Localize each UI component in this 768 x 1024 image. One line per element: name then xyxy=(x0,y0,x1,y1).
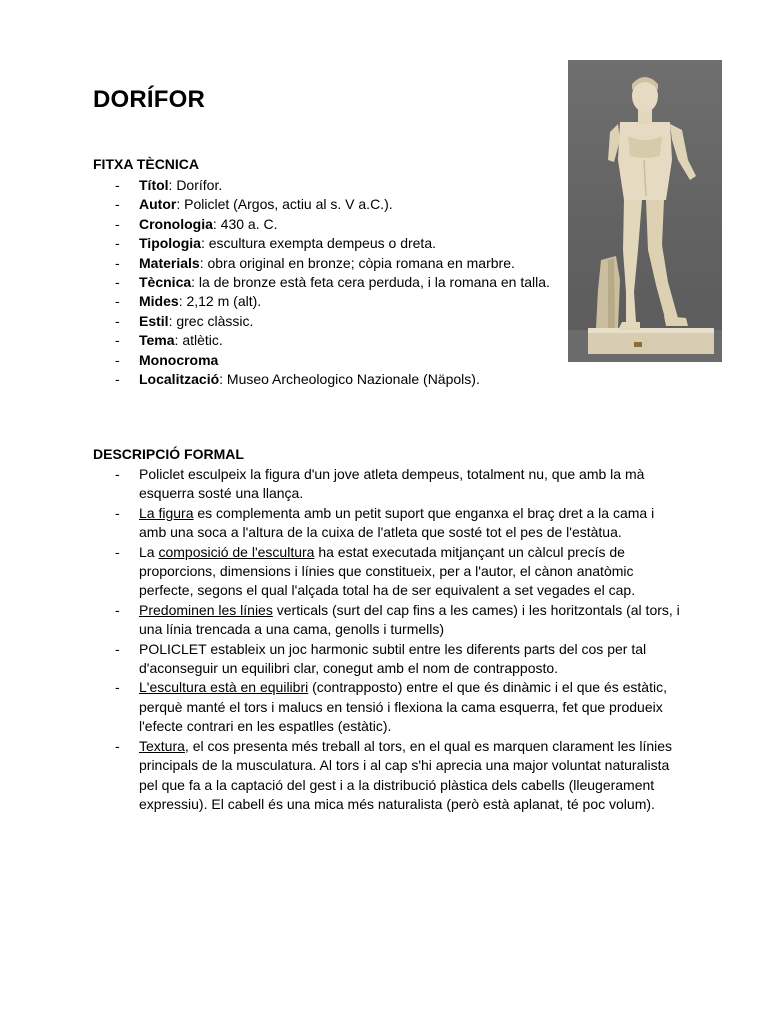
list-item xyxy=(93,234,563,253)
item-text: Policlet esculpeix la figura d'un jove atleta dempeus, totalment nu, que amb la mà esquerra sosté una llança. xyxy=(139,466,645,502)
item-key: Mides xyxy=(139,293,179,310)
item-value: : obra original en bronze; còpia romana en marbre. xyxy=(199,254,515,271)
item-text: , el cos presenta més treball al tors, en el qual es marquen clarament les línies principals de la musculatura. Al tors i al cap s'hi aprecia una major voluntat naturalista pel que fa a la captació del gest i a la distribució plàstica dels cabells (lleugerament expressiu). El cabell és una mica més naturalista (però està aplanat, té poc volum). xyxy=(139,737,673,812)
item-key: Tècnica xyxy=(139,274,192,291)
item-key: Tipologia xyxy=(139,235,201,252)
item-key: Cronologia xyxy=(139,215,213,232)
item-text: (contrapposto) entre el que és dinàmic i el que és estàtic, perquè manté el tors i malucs en tensió i flexiona la cama esquerra, fet que produeix l'efecte contrari en les espatlles (estàtic). xyxy=(139,679,667,735)
item-key: Autor xyxy=(139,196,177,213)
item-key: Tema xyxy=(139,332,175,349)
list-item xyxy=(93,254,563,273)
list-item xyxy=(93,292,563,311)
item-pre: La xyxy=(139,543,159,560)
list-item xyxy=(93,331,563,350)
list-item xyxy=(93,504,683,543)
list-item xyxy=(93,312,563,331)
item-key: Títol xyxy=(139,177,169,193)
item-value: : la de bronze està feta cera perduda, i la romana en talla. xyxy=(191,274,550,291)
item-value: : Museo Archeologico Nazionale (Näpols). xyxy=(219,371,480,388)
list-item xyxy=(93,601,683,640)
item-text: verticals (surt del cap fins a les cames) i les horitzontals (al tors, i una línia trencada a una cama, genolls i turmells) xyxy=(139,601,680,638)
fitxa-tecnica-list xyxy=(93,176,563,389)
item-value: : escultura exempta dempeus o dreta. xyxy=(200,235,436,252)
item-lead: Textura xyxy=(139,737,185,754)
list-item xyxy=(93,176,563,195)
list-item xyxy=(93,351,563,370)
list-item xyxy=(93,370,563,389)
item-text: es complementa amb un petit suport que enganxa el braç dret a la cama i amb una soca a l'altura de la cuixa de l'atleta que sosté tot el pes de l'estàtua. xyxy=(139,504,655,541)
list-item xyxy=(93,543,683,601)
item-lead: composició de l'escultura xyxy=(158,543,315,560)
item-lead: L'escultura està en equilibri xyxy=(139,679,309,696)
item-value: : 2,12 m (alt). xyxy=(178,293,262,310)
item-key: Materials xyxy=(139,254,200,271)
descripcio-formal-list xyxy=(93,465,683,814)
item-text: ha estat executada mitjançant un càlcul precís de proporcions, dimensions i línies que constitueix, per a l'autor, el cànon anatòmic perfecte, segons el qual l'alçada total ha de ser equivalent a set vegades el cap. xyxy=(139,543,636,599)
item-lead: La figura xyxy=(139,504,194,521)
list-item xyxy=(93,465,683,504)
list-item xyxy=(93,215,563,234)
item-value: : 430 a. C. xyxy=(212,215,278,232)
item-value: : grec clàssic. xyxy=(168,312,254,329)
statue-image xyxy=(568,60,722,362)
document-title: DORÍFOR xyxy=(93,86,206,113)
statue-photo xyxy=(568,60,722,362)
item-lead: Predominen les línies xyxy=(139,601,273,618)
list-item xyxy=(93,640,683,679)
descripcio-formal-heading: DESCRIPCIÓ FORMAL xyxy=(93,446,244,462)
item-key: Localització xyxy=(139,371,220,388)
list-item xyxy=(93,737,683,815)
item-value: : atlètic. xyxy=(174,332,223,349)
item-key: Estil xyxy=(139,312,169,329)
list-item xyxy=(93,273,563,292)
item-key: Monocroma xyxy=(139,351,219,368)
list-item xyxy=(93,678,683,736)
item-text: POLICLET estableix un joc harmonic subtil entre les diferents parts del cos per tal d'aconseguir un equilibri clar, conegut amb el nom de contrapposto. xyxy=(139,640,647,677)
fitxa-tecnica-heading: FITXA TÈCNICA xyxy=(93,156,200,172)
list-item xyxy=(93,195,563,214)
item-value: : Dorífor. xyxy=(168,177,223,193)
item-value: : Policlet (Argos, actiu al s. V a.C.). xyxy=(176,196,393,213)
